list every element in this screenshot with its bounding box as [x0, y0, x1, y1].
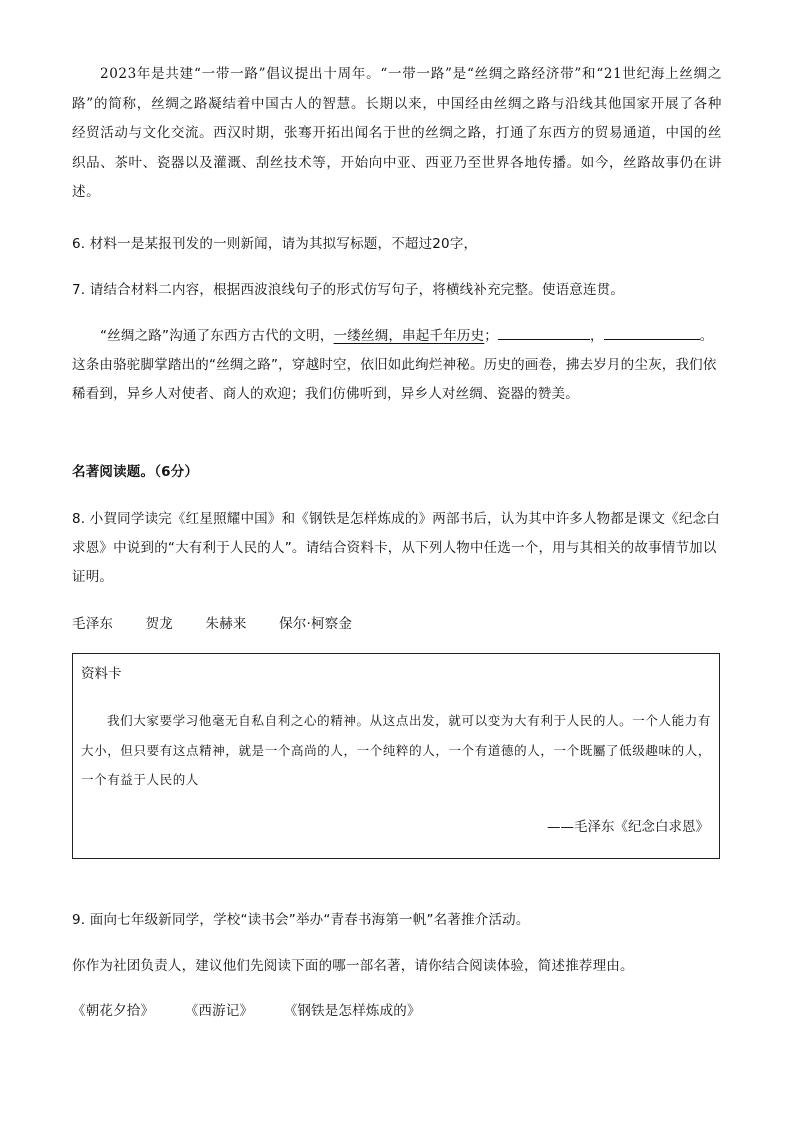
passage-start: “丝绸之路”沟通了东西方古代的文明，	[100, 328, 334, 344]
answer-blank-2[interactable]	[604, 325, 700, 340]
character-options	[72, 610, 722, 639]
passage-separator-1: ；	[484, 328, 498, 344]
question-9: 9. 面向七年级新同学，学校“读书会”举办“青春书海第一帆”名著推介活动。	[72, 912, 530, 928]
question-7-passage	[72, 322, 722, 409]
character-option: 贺龙	[145, 616, 174, 632]
book-option: 《朝花夕拾》	[72, 1003, 155, 1019]
wavy-line-sentence: 一缕丝绸，串起千年历史	[333, 328, 485, 344]
character-option: 保尔·柯察金	[279, 616, 353, 632]
reference-card	[72, 653, 720, 859]
question-8: 8. 小賀同学读完《红星照耀中国》和《钢铁是怎样炼成的》两部书后，认为其中许多人物都是课文《纪念白求恩》中说到的“大有利于人民的人”。请结合资料卡，从下列人物中任选一个，用与其相关的故事情节加以证明。	[72, 511, 720, 585]
question-7: 7. 请结合材料二内容，根据西波浪线句子的形式仿写句子，将横线补充完整。使语意连贯。	[72, 282, 625, 298]
material-two-paragraph: 2023年是共建“一带一路”倡议提出十周年。“一带一路”是“丝绸之路经济带”和“21世纪海上丝绸之路”的简称，丝绸之路凝结着中国古人的智慧。长期以来，中国经由丝绸之路与沿线其他国家开展了各种经贸活动与文化交流。西汉时期，张骞开拓出闻名于世的丝绸之路，打通了东西方的贸易通道，中国的丝织品、茶叶、瓷器以及灌溉、刮丝技术等，开始向中亚、西亚乃至世界各地传播。如今，丝路故事仍在讲述。	[72, 66, 722, 200]
book-option: 《钢铁是怎样炼成的》	[283, 1003, 421, 1019]
passage-separator-2: ，	[590, 328, 604, 344]
question-6: 6. 材料一是某报刊发的一则新闻，请为其拟写标题，不超过20字，	[72, 236, 478, 252]
book-option: 《西游记》	[184, 1003, 254, 1019]
passage-rest: 。这条由骆驼脚掌踏出的“丝绸之路”，穿越时空，依旧如此绚烂神秘。历史的画卷，拂去岁月的尘灰，我们依稀看到，异乡人对使者、商人的欢迎；我们仿佛听到，异乡人对丝绸、瓷器的赞美。	[72, 328, 717, 402]
section-title: 名著阅读题。（6分）	[72, 464, 199, 480]
answer-blank-1[interactable]	[498, 325, 590, 340]
character-option: 毛泽东	[72, 616, 114, 632]
reference-card-quote: 我们大家要学习他毫无自私自利之心的精神。从这点出发，就可以变为大有利于人民的人。一个人能力有大小，但只要有这点精神，就是一个高尚的人，一个纯粹的人，一个有道德的人，一个既屬了低级趣味的人，一个有益于人民的人	[81, 713, 711, 787]
reference-card-title: 资料卡	[81, 666, 122, 682]
book-options	[72, 997, 722, 1026]
question-9-instruction: 你作为社团负责人，建议他们先阅读下面的哪一部名著，请你结合阅读体验，简述推荐理由。	[72, 958, 634, 974]
reference-card-source: ——毛泽东《纪念白求恩》	[547, 819, 709, 835]
character-option: 朱赫来	[205, 616, 247, 632]
